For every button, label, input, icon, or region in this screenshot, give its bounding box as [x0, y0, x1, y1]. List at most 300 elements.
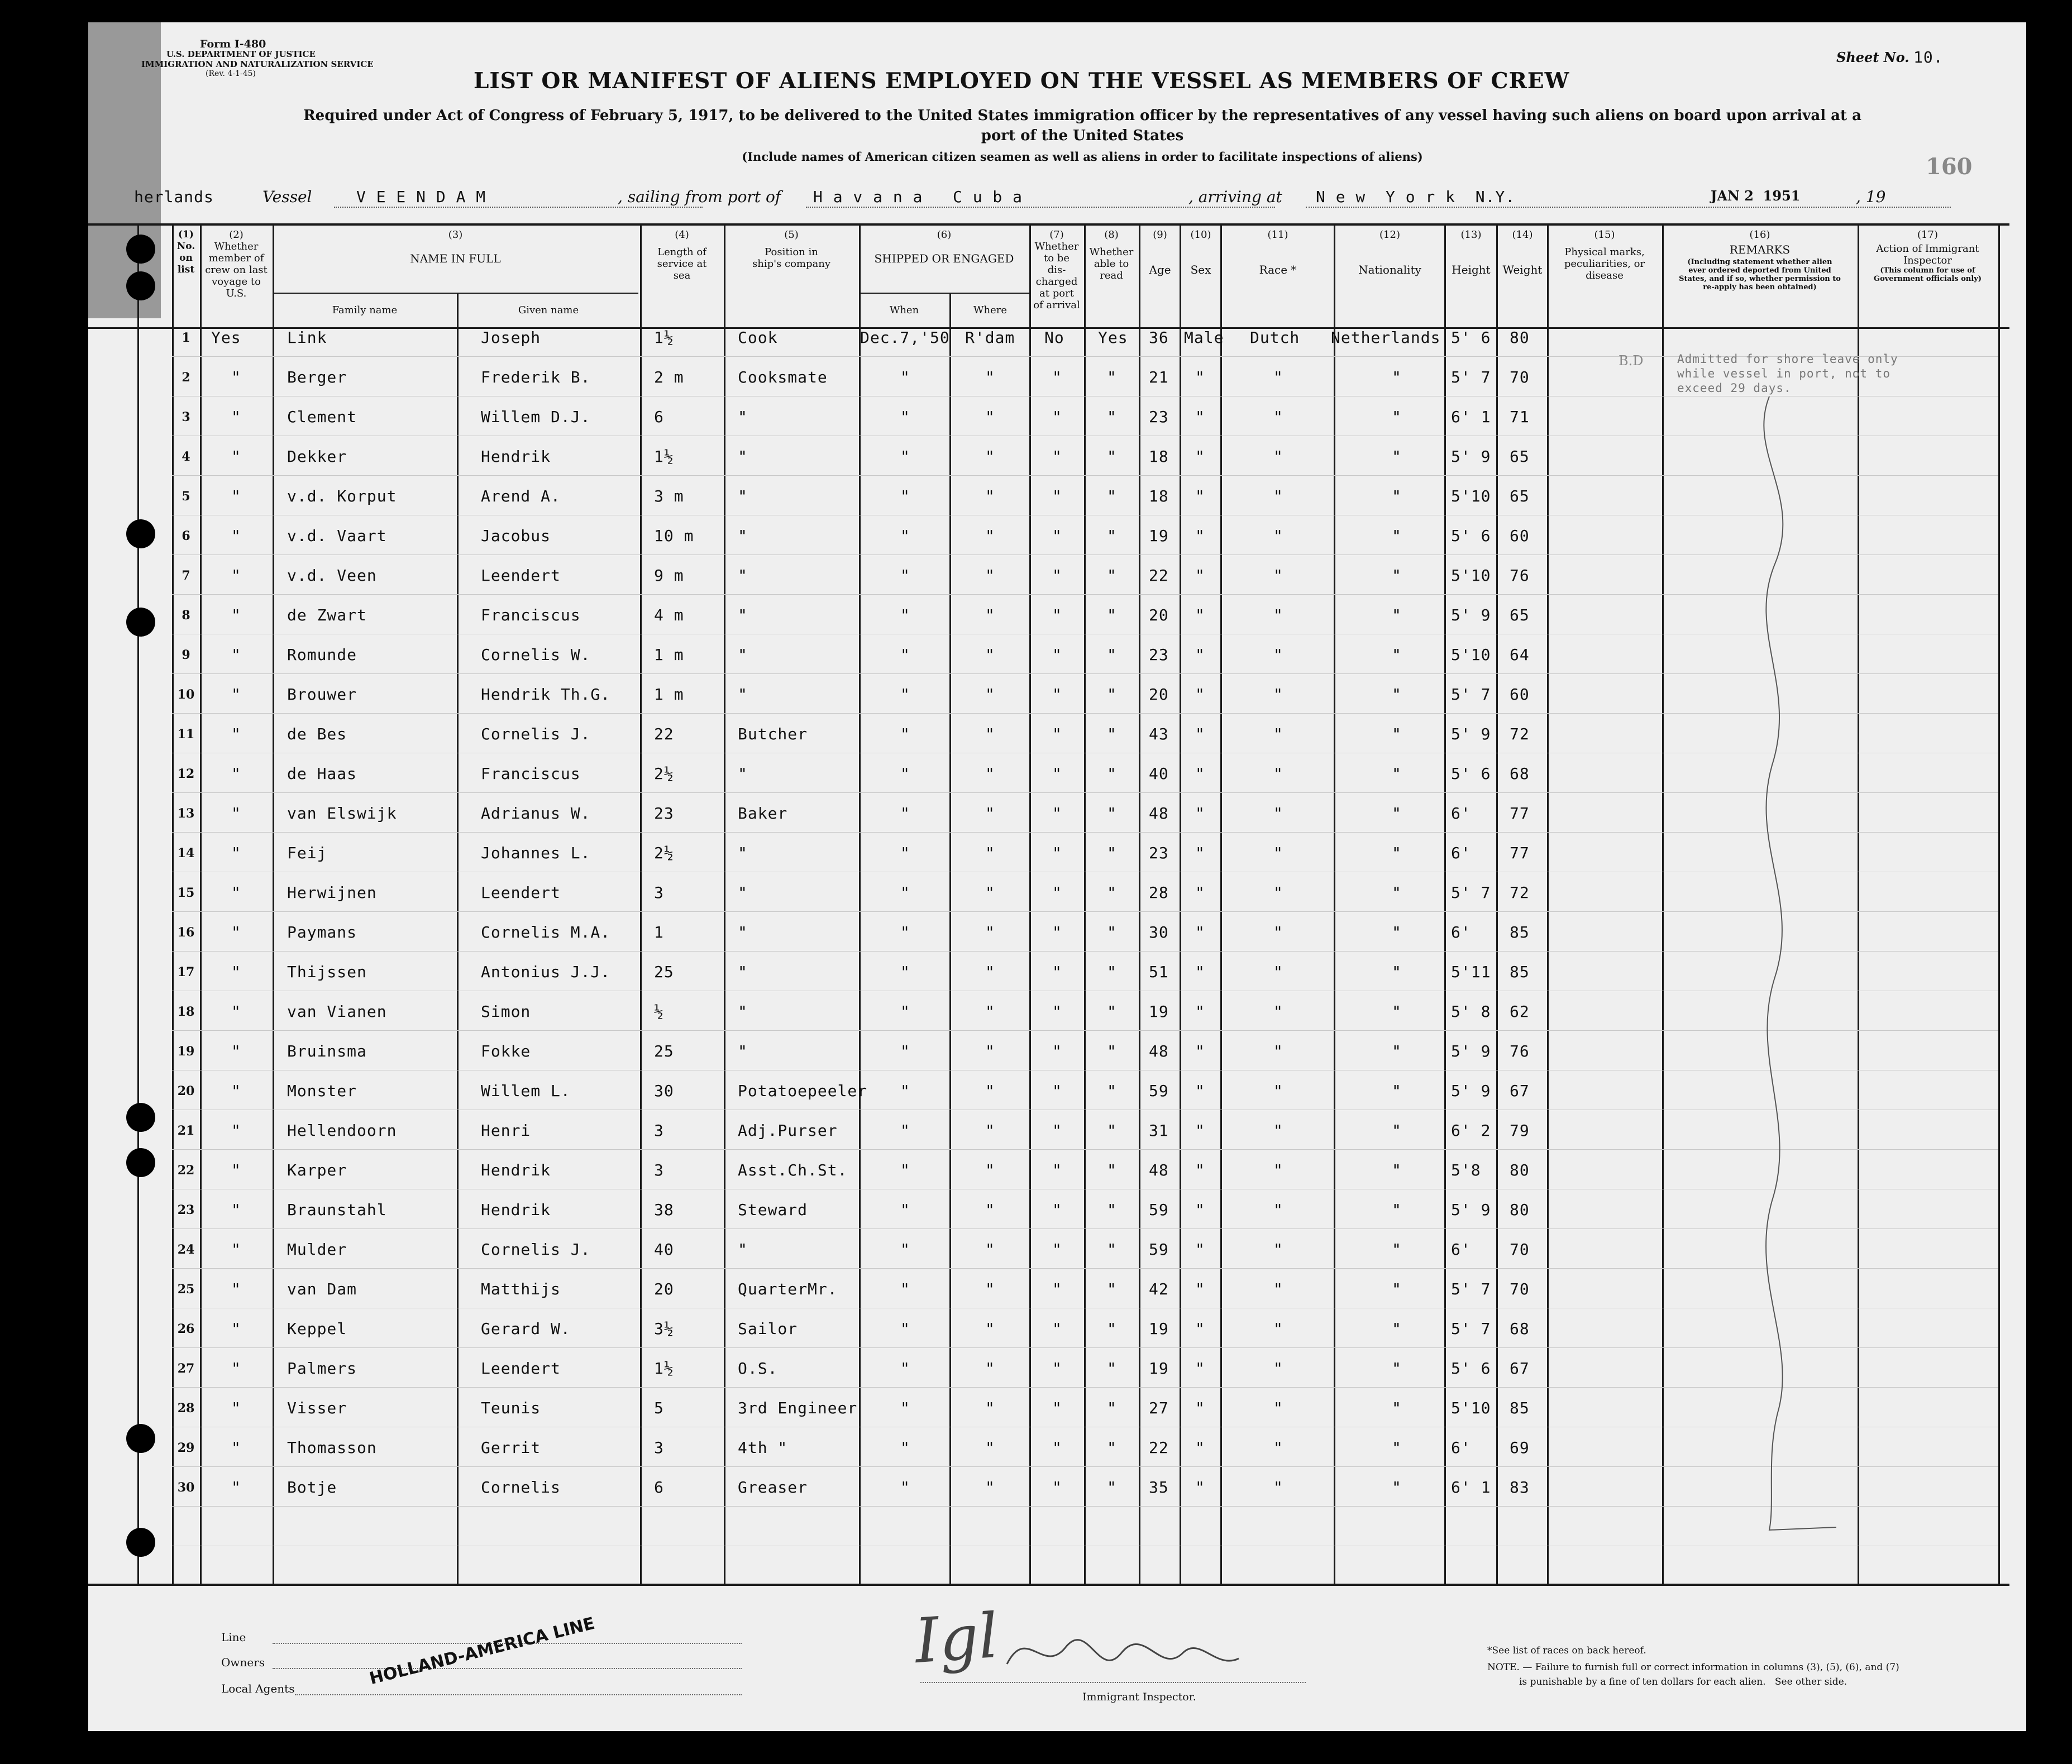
nationality: " [1392, 1161, 1402, 1179]
row-rule [172, 475, 1998, 476]
able-to-read: " [1107, 1042, 1117, 1060]
to-be-discharged: " [1052, 685, 1062, 704]
holland-america-stamp: HOLLAND-AMERICA LINE [367, 1613, 597, 1689]
given-name: Simon [481, 1002, 531, 1021]
race: " [1273, 1240, 1283, 1259]
shipped-where: " [985, 487, 995, 505]
able-to-read: Yes [1098, 328, 1128, 347]
height: 5' 9 [1451, 447, 1491, 466]
remarks-line-2: while vessel in port, not to [1677, 367, 1891, 380]
sex: Male [1184, 328, 1224, 347]
table-top-rule [88, 223, 2009, 226]
shipped-when: " [900, 1280, 910, 1298]
nationality: " [1392, 764, 1402, 783]
position-in-company: " [738, 527, 748, 545]
height: 5'11 [1451, 963, 1491, 981]
given-name: Cornelis W. [481, 646, 591, 664]
whether-on-last-voyage: " [231, 606, 241, 624]
weight: 80 [1510, 1201, 1530, 1219]
position-in-company: " [738, 646, 748, 664]
age: 35 [1149, 1478, 1169, 1497]
shipped-when: " [900, 1121, 910, 1140]
given-name: Willem D.J. [481, 408, 591, 426]
nationality: " [1392, 487, 1402, 505]
nationality: " [1392, 566, 1402, 585]
weight: 70 [1510, 368, 1530, 386]
to-be-discharged: " [1052, 1082, 1062, 1100]
age: 40 [1149, 764, 1169, 783]
row-rule [172, 1149, 1998, 1150]
able-to-read: " [1107, 844, 1117, 862]
column-separator [1858, 224, 1859, 1585]
shipped-where: " [985, 1121, 995, 1140]
weight: 72 [1510, 883, 1530, 902]
nationality: " [1392, 1002, 1402, 1021]
sex: " [1195, 844, 1205, 862]
arrival-port: N e w Y o r k N.Y. [1316, 188, 1516, 206]
shipped-when: " [900, 1438, 910, 1457]
nationality: " [1392, 1359, 1402, 1378]
whether-on-last-voyage: " [231, 725, 241, 743]
shipped-where: " [985, 685, 995, 704]
row-number: 23 [177, 1203, 195, 1217]
sex: " [1195, 566, 1205, 585]
column-separator [1998, 224, 2000, 1585]
height: 5'8 [1451, 1161, 1481, 1179]
given-name: Gerard W. [481, 1320, 571, 1338]
shipped-when: " [900, 685, 910, 704]
age: 22 [1149, 1438, 1169, 1457]
shipped-when: " [900, 844, 910, 862]
sex: " [1195, 447, 1205, 466]
race: " [1273, 1438, 1283, 1457]
weight: 62 [1510, 1002, 1530, 1021]
column-separator [273, 224, 274, 1585]
sex: " [1195, 646, 1205, 664]
given-name: Leendert [481, 1359, 561, 1378]
height: 5' 6 [1451, 328, 1491, 347]
shipped-where: " [985, 1201, 995, 1219]
family-name: v.d. Vaart [287, 527, 387, 545]
row-rule [172, 713, 1998, 714]
length-of-service: 25 [654, 963, 674, 981]
page-title: LIST OR MANIFEST OF ALIENS EMPLOYED ON THE VESSEL AS MEMBERS OF CREW [474, 68, 1570, 94]
nationality: " [1392, 408, 1402, 426]
row-number: 24 [177, 1242, 195, 1257]
position-in-company: " [738, 606, 748, 624]
remarks-line-3: exceed 29 days. [1677, 381, 1792, 395]
age: 51 [1149, 963, 1169, 981]
age: 30 [1149, 923, 1169, 941]
position-in-company: " [738, 1002, 748, 1021]
whether-on-last-voyage: " [231, 844, 241, 862]
sex: " [1195, 1240, 1205, 1259]
position-in-company: " [738, 487, 748, 505]
col13-header: (13) Height [1452, 229, 1491, 276]
able-to-read: " [1107, 368, 1117, 386]
shipped-where: " [985, 804, 995, 823]
family-name: Hellendoorn [287, 1121, 397, 1140]
given-name: Hendrik [481, 1161, 551, 1179]
to-be-discharged: " [1052, 1161, 1062, 1179]
row-number: 10 [177, 687, 195, 702]
race: Dutch [1250, 328, 1300, 347]
weight: 77 [1510, 804, 1530, 823]
shipped-where: " [985, 408, 995, 426]
remarks-line-1: Admitted for shore leave only [1677, 352, 1898, 366]
whether-on-last-voyage: " [231, 1042, 241, 1060]
row-number: 15 [177, 886, 195, 900]
sub-header-rule-shipped [859, 293, 1029, 294]
row-number: 28 [177, 1401, 195, 1416]
nationality: " [1392, 447, 1402, 466]
sex: " [1195, 725, 1205, 743]
height: 5' 9 [1451, 1201, 1491, 1219]
shipped-when: " [900, 1082, 910, 1100]
row-number: 27 [177, 1361, 195, 1376]
row-rule [172, 594, 1998, 595]
shipped-where: " [985, 1042, 995, 1060]
column-separator [1029, 224, 1031, 1585]
length-of-service: 20 [654, 1280, 674, 1298]
weight: 85 [1510, 963, 1530, 981]
nationality: " [1392, 725, 1402, 743]
row-number: 4 [182, 450, 190, 464]
able-to-read: " [1107, 1399, 1117, 1417]
column-separator [859, 224, 861, 1585]
length-of-service: 9 m [654, 566, 684, 585]
nationality: " [1392, 1280, 1402, 1298]
family-name: v.d. Veen [287, 566, 377, 585]
column-separator [172, 224, 174, 1585]
nationality: " [1392, 606, 1402, 624]
punch-hole [126, 519, 155, 548]
nationality: " [1392, 1082, 1402, 1100]
signature-scrawl [1004, 1614, 1244, 1698]
given-name: Frederik B. [481, 368, 591, 386]
shipped-when: " [900, 804, 910, 823]
col15-header: (15) Physical marks, peculiarities, or disease [1564, 229, 1645, 281]
whether-on-last-voyage: " [231, 685, 241, 704]
sex: " [1195, 527, 1205, 545]
height: 6' [1451, 804, 1471, 823]
whether-on-last-voyage: " [231, 1240, 241, 1259]
given-name: Cornelis [481, 1478, 561, 1497]
punch-hole [126, 608, 155, 637]
age: 18 [1149, 487, 1169, 505]
weight: 79 [1510, 1121, 1530, 1140]
length-of-service: 3 [654, 1121, 664, 1140]
whether-on-last-voyage: " [231, 1161, 241, 1179]
shipped-where: " [985, 566, 995, 585]
position-in-company: " [738, 1240, 748, 1259]
column-separator [137, 224, 139, 1585]
race: " [1273, 408, 1283, 426]
shipped-when: " [900, 1320, 910, 1338]
able-to-read: " [1107, 447, 1117, 466]
row-number: 30 [177, 1480, 195, 1495]
inspector-sign-line [920, 1682, 1306, 1683]
family-name: Braunstahl [287, 1201, 387, 1219]
whether-on-last-voyage: " [231, 764, 241, 783]
shipped-when: " [900, 1201, 910, 1219]
whether-on-last-voyage: " [231, 368, 241, 386]
manifest-sheet [88, 22, 2026, 1731]
whether-on-last-voyage: " [231, 1201, 241, 1219]
vessel-name: V E E N D A M [356, 188, 486, 206]
position-in-company: QuarterMr. [738, 1280, 838, 1298]
given-name: Hendrik [481, 1201, 551, 1219]
footer-owners-field [273, 1668, 742, 1669]
punch-hole [126, 271, 155, 300]
length-of-service: 1½ [654, 1359, 674, 1378]
weight: 65 [1510, 447, 1530, 466]
races-footnote: *See list of races on back hereof. [1487, 1645, 1646, 1656]
col14-header: (14) Weight [1502, 229, 1543, 276]
race: " [1273, 1042, 1283, 1060]
position-in-company: Baker [738, 804, 788, 823]
height: 6' [1451, 923, 1471, 941]
table-bottom-rule [88, 1584, 2009, 1586]
able-to-read: " [1107, 1161, 1117, 1179]
row-number: 12 [177, 767, 195, 781]
sex: " [1195, 1201, 1205, 1219]
row-number: 25 [177, 1282, 195, 1297]
shipped-where: " [985, 646, 995, 664]
col8-header: (8) Whether able to read [1089, 229, 1134, 281]
family-name: Mulder [287, 1240, 347, 1259]
age: 18 [1149, 447, 1169, 466]
shipped-when: " [900, 447, 910, 466]
position-in-company: O.S. [738, 1359, 778, 1378]
shipped-where: " [985, 1240, 995, 1259]
weight: 69 [1510, 1438, 1530, 1457]
row-rule [172, 554, 1998, 555]
shipped-when: " [900, 764, 910, 783]
able-to-read: " [1107, 1478, 1117, 1497]
height: 5' 7 [1451, 685, 1491, 704]
shipped-when: " [900, 725, 910, 743]
column-separator [1220, 224, 1222, 1585]
able-to-read: " [1107, 963, 1117, 981]
position-in-company: Sailor [738, 1320, 798, 1338]
able-to-read: " [1107, 646, 1117, 664]
able-to-read: " [1107, 1201, 1117, 1219]
sheet-number: 10. [1913, 48, 1944, 66]
row-number: 11 [177, 727, 195, 742]
family-name: Thomasson [287, 1438, 377, 1457]
to-be-discharged: " [1052, 1399, 1062, 1417]
nationality: " [1392, 963, 1402, 981]
race: " [1273, 566, 1283, 585]
height: 6' [1451, 1438, 1471, 1457]
able-to-read: " [1107, 764, 1117, 783]
arriving-label: , arriving at [1188, 188, 1282, 206]
to-be-discharged: " [1052, 1121, 1062, 1140]
col12-header: (12) Nationality [1358, 229, 1421, 276]
given-name: Gerrit [481, 1438, 541, 1457]
able-to-read: " [1107, 1002, 1117, 1021]
length-of-service: 1½ [654, 328, 674, 347]
column-separator [1084, 224, 1086, 1585]
shipped-when: " [900, 1478, 910, 1497]
given-name: Cornelis M.A. [481, 923, 611, 941]
whether-on-last-voyage: " [231, 883, 241, 902]
shipped-when: " [900, 606, 910, 624]
position-in-company: " [738, 685, 748, 704]
shipped-where: " [985, 368, 995, 386]
weight: 71 [1510, 408, 1530, 426]
position-in-company: " [738, 408, 748, 426]
family-name: van Dam [287, 1280, 357, 1298]
position-in-company: Cook [738, 328, 778, 347]
given-name: Cornelis J. [481, 725, 591, 743]
sex: " [1195, 685, 1205, 704]
footer-agents-label: Local Agents [221, 1682, 295, 1695]
given-name: Arend A. [481, 487, 561, 505]
remarks-ditto-line [1736, 396, 1836, 1552]
position-in-company: " [738, 447, 748, 466]
height: 5' 9 [1451, 1042, 1491, 1060]
length-of-service: 2½ [654, 844, 674, 862]
family-name: Berger [287, 368, 347, 386]
whether-on-last-voyage: " [231, 804, 241, 823]
whether-on-last-voyage: " [231, 1438, 241, 1457]
position-in-company: " [738, 923, 748, 941]
column-separator [724, 224, 725, 1585]
shipped-where: R'dam [965, 328, 1015, 347]
whether-on-last-voyage: " [231, 1002, 241, 1021]
to-be-discharged: " [1052, 1478, 1062, 1497]
length-of-service: 6 [654, 408, 664, 426]
to-be-discharged: " [1052, 1320, 1062, 1338]
col4-header: (4) Length of service at sea [657, 229, 707, 281]
whether-on-last-voyage: " [231, 646, 241, 664]
race: " [1273, 1161, 1283, 1179]
row-number: 29 [177, 1441, 195, 1455]
shipped-when: " [900, 1161, 910, 1179]
weight: 85 [1510, 1399, 1530, 1417]
family-name: van Elswijk [287, 804, 397, 823]
race: " [1273, 804, 1283, 823]
to-be-discharged: " [1052, 804, 1062, 823]
height: 5' 9 [1451, 606, 1491, 624]
age: 48 [1149, 1161, 1169, 1179]
punch-hole [126, 235, 155, 264]
height: 6' 2 [1451, 1121, 1491, 1140]
nationality: " [1392, 685, 1402, 704]
family-name: Clement [287, 408, 357, 426]
page-stamp: 160 [1926, 154, 1973, 180]
age: 21 [1149, 368, 1169, 386]
row-number: 2 [182, 370, 190, 385]
family-name: Paymans [287, 923, 357, 941]
shipped-when: " [900, 1359, 910, 1378]
sex: " [1195, 1002, 1205, 1021]
position-in-company: Cooksmate [738, 368, 828, 386]
to-be-discharged: " [1052, 1280, 1062, 1298]
shipped-when: " [900, 527, 910, 545]
weight: 65 [1510, 606, 1530, 624]
nationality: " [1392, 923, 1402, 941]
race: " [1273, 1201, 1283, 1219]
year-suffix: , 19 [1856, 188, 1886, 206]
form-number: Form I-480 [200, 38, 266, 50]
age: 19 [1149, 1359, 1169, 1378]
row-rule [172, 1347, 1998, 1348]
whether-on-last-voyage: " [231, 963, 241, 981]
shipped-where: " [985, 1161, 995, 1179]
given-name: Cornelis J. [481, 1240, 591, 1259]
sex: " [1195, 1320, 1205, 1338]
able-to-read: " [1107, 1240, 1117, 1259]
weight: 67 [1510, 1359, 1530, 1378]
shipped-where: " [985, 1002, 995, 1021]
sex: " [1195, 1359, 1205, 1378]
weight: 83 [1510, 1478, 1530, 1497]
shipped-where: " [985, 1320, 995, 1338]
col1-header: (1) No. on list [176, 229, 195, 275]
race: " [1273, 606, 1283, 624]
to-be-discharged: " [1052, 1002, 1062, 1021]
position-in-company: " [738, 963, 748, 981]
race: " [1273, 725, 1283, 743]
weight: 85 [1510, 923, 1530, 941]
to-be-discharged: " [1052, 368, 1062, 386]
to-be-discharged: " [1052, 487, 1062, 505]
column-separator [1662, 224, 1664, 1585]
form-rev: (Rev. 4-1-45) [206, 69, 256, 78]
sex: " [1195, 368, 1205, 386]
age: 48 [1149, 1042, 1169, 1060]
shipped-where: " [985, 1082, 995, 1100]
position-in-company: Potatoepeeler [738, 1082, 868, 1100]
age: 59 [1149, 1082, 1169, 1100]
weight: 67 [1510, 1082, 1530, 1100]
form-service: IMMIGRATION AND NATURALIZATION SERVICE [141, 59, 374, 69]
whether-on-last-voyage: " [231, 1121, 241, 1140]
given-name: Hendrik Th.G. [481, 685, 611, 704]
age: 59 [1149, 1240, 1169, 1259]
able-to-read: " [1107, 1121, 1117, 1140]
height: 5'10 [1451, 566, 1491, 585]
row-number: 26 [177, 1322, 195, 1336]
able-to-read: " [1107, 487, 1117, 505]
column-separator [1180, 224, 1181, 1585]
weight: 72 [1510, 725, 1530, 743]
family-name: Brouwer [287, 685, 357, 704]
age: 19 [1149, 1002, 1169, 1021]
shipped-when: " [900, 646, 910, 664]
age: 36 [1149, 328, 1169, 347]
position-in-company: Adj.Purser [738, 1121, 838, 1140]
age: 27 [1149, 1399, 1169, 1417]
length-of-service: 3 [654, 1161, 664, 1179]
nationality: " [1392, 804, 1402, 823]
age: 59 [1149, 1201, 1169, 1219]
length-of-service: 38 [654, 1201, 674, 1219]
weight: 68 [1510, 1320, 1530, 1338]
height: 5'10 [1451, 646, 1491, 664]
length-of-service: 5 [654, 1399, 664, 1417]
to-be-discharged: " [1052, 764, 1062, 783]
row-number: 19 [177, 1044, 195, 1059]
row-number: 17 [177, 965, 195, 979]
shipped-where: " [985, 447, 995, 466]
race: " [1273, 646, 1283, 664]
to-be-discharged: " [1052, 1042, 1062, 1060]
family-name: Palmers [287, 1359, 357, 1378]
